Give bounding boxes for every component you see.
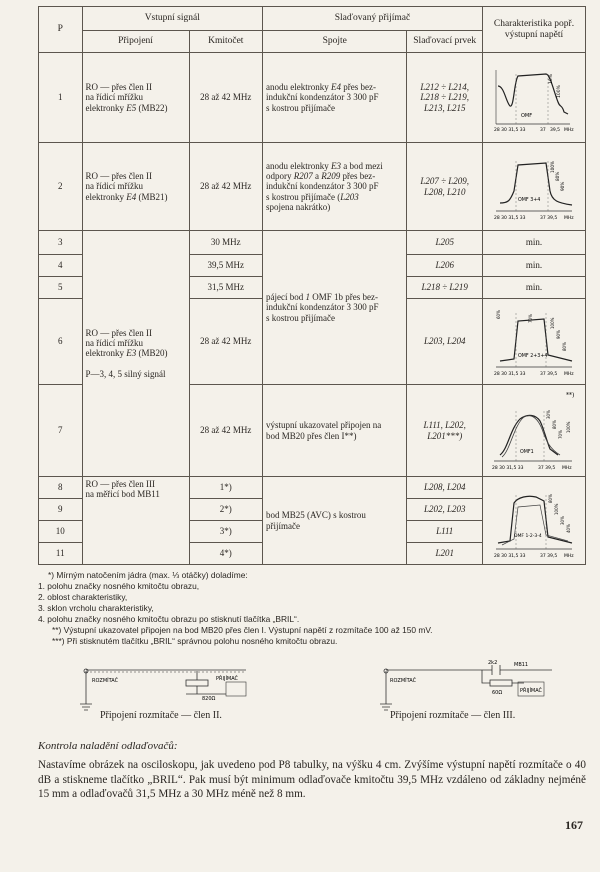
characteristic-cell: min. [482,231,585,255]
svg-text:60Ω: 60Ω [492,690,503,696]
element-cell: L212 ÷ L214, L218 ÷ L219, L213, L215 [407,53,483,143]
connection-cell-group: RO — přes člen II na řídicí mřížku elektronky E3 (MB20) P—3, 4, 5 silný signál [82,231,189,477]
element-cell: L205 [407,231,483,255]
header-p: P [39,7,83,53]
svg-text:MHz: MHz [563,127,574,133]
diagram-caption-right: Připojení rozmítače — člen III. [390,710,516,721]
svg-text:28 30 31,5 33: 28 30 31,5 33 [493,127,526,133]
connection-cell: RO — přes člen II na řídicí mřížku elektronky E5 (MB22) [82,53,189,143]
svg-text:ROZMÍTAČ: ROZMÍTAČ [390,678,417,684]
connection-cell-group: RO — přes člen III na měřicí bod MB11 [82,477,189,565]
svg-text:OMF 2+3+4: OMF 2+3+4 [517,353,548,359]
svg-text:80%: 80% [561,341,567,351]
table-row [39,231,586,255]
svg-text:MHz: MHz [563,215,574,221]
connect-cell-group: bod MB25 (AVC) s kostrou přijímače [263,477,407,565]
header-connect: Spojte [263,31,407,53]
svg-text:820Ω: 820Ω [202,696,216,702]
page-number: 167 [565,818,583,832]
row-number: 2 [39,143,83,231]
svg-text:100%: 100% [556,84,562,98]
characteristic-chart-7 [482,385,585,477]
element-cell: L201 [407,543,483,565]
svg-text:30%: 30% [545,409,551,419]
row-number: 9 [39,499,83,521]
footnote: 1. polohu značky nosného kmitočtu obrazu, [38,581,200,591]
row-number: 4 [39,255,83,277]
svg-text:OMF 1-2-3-4: OMF 1-2-3-4 [513,533,542,539]
element-cell: L207 ÷ L209, L208, L210 [407,143,483,231]
element-cell: L111 [407,521,483,543]
svg-text:37 39,5: 37 39,5 [539,215,558,221]
frequency-cell: 1*) [189,477,262,499]
svg-text:100%: 100% [549,160,555,173]
header-frequency: Kmitočet [189,31,262,53]
characteristic-chart-6 [482,299,585,385]
svg-text:60%: 60% [495,309,501,319]
frequency-cell: 28 až 42 MHz [189,299,262,385]
element-cell: L206 [407,255,483,277]
row-number: 5 [39,277,83,299]
svg-text:37 39,5: 37 39,5 [539,371,558,377]
svg-text:39,5: 39,5 [549,127,560,133]
svg-text:OMF: OMF [520,112,533,119]
row-number: 11 [39,543,83,565]
characteristic-chart-8 [482,477,585,565]
footnote: 4. polohu značky nosného kmitočtu obrazu po stisknutí tlačítka „BRIL“. [38,614,300,624]
connect-cell: anodu elektronky E3 a bod mezi odpory R207 a R209 přes bez- indukční kondenzátor 3 300 pF s kostrou přijímače (L203 spojena nakrátko) [263,143,407,231]
frequency-cell: 28 až 42 MHz [189,143,262,231]
characteristic-cell: min. [482,255,585,277]
frequency-cell: 39,5 MHz [189,255,262,277]
row-number: 6 [39,299,83,385]
footnotes [38,570,586,647]
row-number: 1 [39,53,83,143]
header-receiver: Slaďovaný přijímač [263,7,483,31]
frequency-cell: 30 MHz [189,231,262,255]
header-characteristic: Charakteristika popř. výstupní napětí [482,7,585,53]
row-number: 7 [39,385,83,477]
svg-text:**): **) [565,391,575,399]
svg-text:OMF 3+4: OMF 3+4 [517,197,541,203]
table-row [39,143,586,231]
connect-cell: výstupní ukazovatel připojen na bod MB20 přes člen I**) [263,385,407,477]
svg-text:70%: 70% [557,429,563,439]
svg-text:30%: 30% [559,515,565,525]
svg-text:80%: 80% [554,171,560,181]
footnote: 2. oblost charakteristiky, [38,592,128,602]
svg-text:PŘIJÍMAČ: PŘIJÍMAČ [216,676,239,682]
table-row [39,477,586,499]
footnote: ***) Při stisknutém tlačítku „BRIL“ správnou polohu nosného kmitočtu obrazu. [52,636,338,646]
svg-text:28 30 31,5 33: 28 30 31,5 33 [493,371,526,377]
svg-text:MHz: MHz [561,465,572,471]
svg-text:100%: 100% [553,503,559,515]
svg-text:37 39,5: 37 39,5 [537,465,556,471]
header-element: Slaďovací prvek [407,31,483,53]
svg-text:90%: 90% [555,329,561,339]
svg-text:90%: 90% [559,181,565,191]
svg-text:80%: 80% [547,493,553,503]
frequency-cell: 28 až 42 MHz [189,385,262,477]
frequency-cell: 3*) [189,521,262,543]
characteristic-chart-2 [482,143,585,231]
element-cell: L208, L204 [407,477,483,499]
svg-text:MB11: MB11 [514,662,529,668]
frequency-cell: 4*) [189,543,262,565]
svg-text:37: 37 [539,127,546,133]
frequency-cell: 2*) [189,499,262,521]
svg-text:28 30 31,5 33: 28 30 31,5 33 [493,215,526,221]
svg-text:PŘIJÍMAČ: PŘIJÍMAČ [520,688,543,694]
row-number: 10 [39,521,83,543]
element-cell: L111, L202, L201***) [407,385,483,477]
diagram-caption-left: Připojení rozmítače — člen II. [100,710,222,721]
connect-cell: anodu elektronky E4 přes bez- indukční kondenzátor 3 300 pF s kostrou přijímače [263,53,407,143]
characteristic-cell: min. [482,277,585,299]
frequency-cell: 31,5 MHz [189,277,262,299]
footnote: **) Výstupní ukazovatel připojen na bod MB20 přes člen I. Výstupní napětí z rozmítače 100 až 150 mV. [52,625,433,635]
svg-text:ROZMÍTAČ: ROZMÍTAČ [92,678,119,684]
frequency-cell: 28 až 42 MHz [189,53,262,143]
svg-text:2k2: 2k2 [488,660,498,666]
svg-text:10%: 10% [548,73,554,84]
row-number: 8 [39,477,83,499]
row-number: 3 [39,231,83,255]
svg-text:MHz: MHz [563,371,574,377]
svg-text:OMF1: OMF1 [519,449,534,455]
element-cell: L218 ÷ L219 [407,277,483,299]
svg-text:40%: 40% [565,523,571,533]
section-title: Kontrola naladění odlaďovačů: [38,740,178,752]
element-cell: L203, L204 [407,299,483,385]
connect-cell-group: pájecí bod 1 OMF 1b přes bez- indukční kondenzátor 3 300 pF s kostrou přijímače [263,231,407,385]
header-input-signal: Vstupní signál [82,7,262,31]
svg-text:28 30 31,5 33: 28 30 31,5 33 [491,465,524,471]
alignment-table [38,6,586,565]
element-cell: L202, L203 [407,499,483,521]
svg-text:70%: 70% [527,313,533,323]
footnote: *) Mírným natočením jádra (max. ⅓ otáčky) doladíme: [48,570,248,580]
table-row [39,53,586,143]
svg-text:MHz: MHz [563,553,574,559]
characteristic-chart-1 [482,53,585,143]
connection-cell: RO — přes člen II na řídicí mřížku elektronky E4 (MB21) [82,143,189,231]
footnote: 3. sklon vrcholu charakteristiky, [38,603,154,613]
section-paragraph: Nastavíme obrázek na osciloskopu, jak uvedeno pod P8 tabulky, na výšku 4 cm. Zvýšíme výstupní napětí rozmítače o 40 dB a stiskneme tlačítko „BRIL“. Pak musí být minimum odlaďovače kmitočtu 39,5 MHz vzdáleno od základny nejméně 15 mm a odlaďovačů 31,5 MHz a 30 MHz méně než 8 mm. [38,759,586,800]
svg-text:28 30 31,5 33: 28 30 31,5 33 [493,553,526,559]
svg-text:100%: 100% [565,421,571,433]
svg-text:100%: 100% [549,317,555,329]
header-connection: Připojení [82,31,189,53]
svg-text:80%: 80% [551,419,557,429]
svg-text:37 39,5: 37 39,5 [539,553,558,559]
